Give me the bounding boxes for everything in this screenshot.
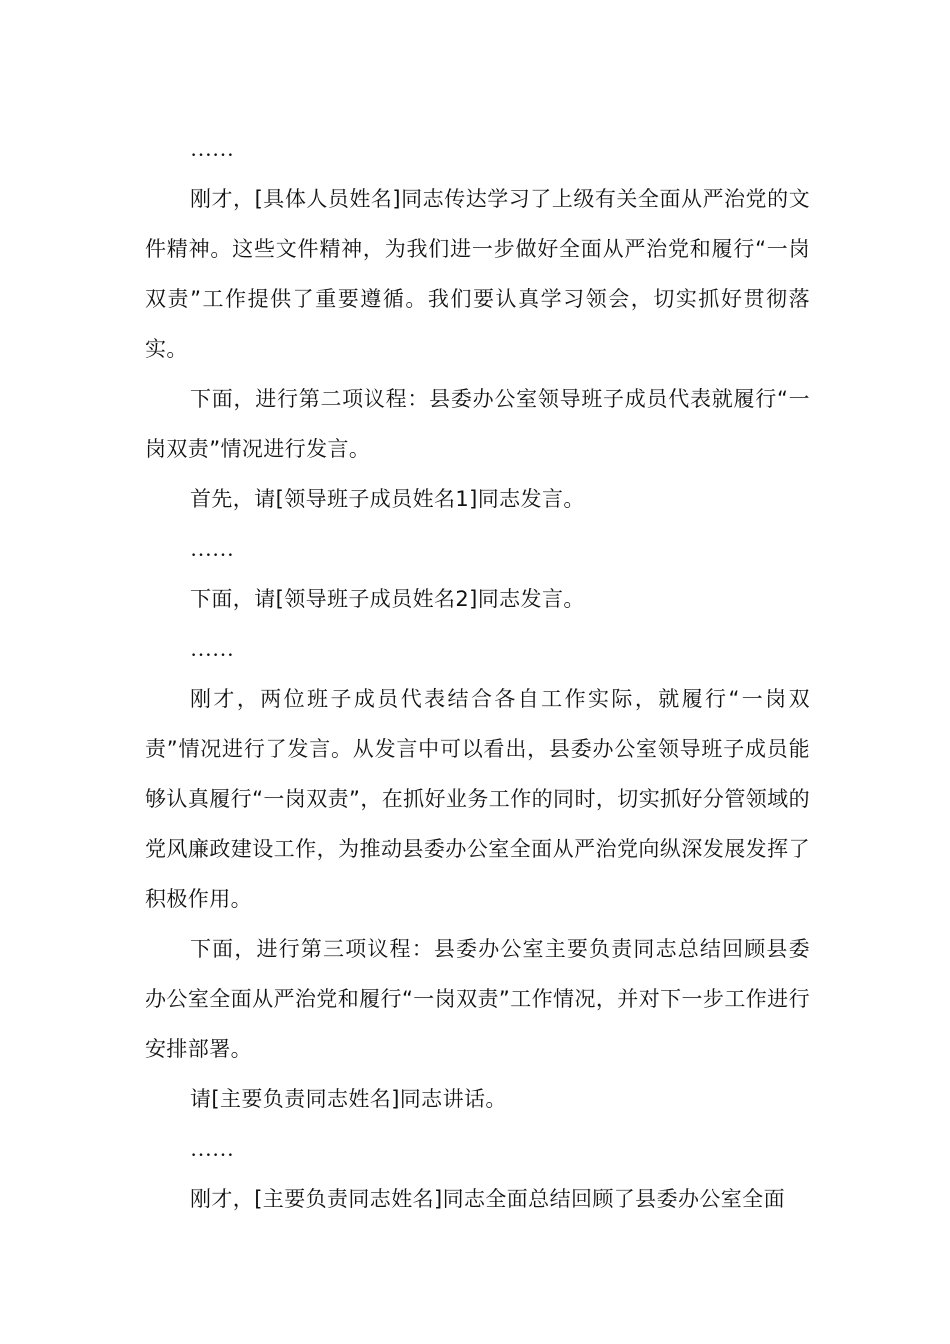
paragraph-closing-summary: 刚才，[主要负责同志姓名]同志全面总结回顾了县委办公室全面 <box>190 1187 785 1211</box>
paragraph-speaker-2: 下面，请[领导班子成员姓名2]同志发言。 <box>190 587 585 611</box>
ellipsis-4: …… <box>190 1136 234 1161</box>
paragraph-speaker-1: 首先，请[领导班子成员姓名1]同志发言。 <box>190 487 585 511</box>
ellipsis-2: …… <box>190 536 234 561</box>
paragraph-transmission-summary: 刚才，[具体人员姓名]同志传达学习了上级有关全面从严治党的文件精神。这些文件精神，为我们进一步做好全面从严治党和履行“一岗双责”工作提供了重要遵循。我们要认真学习领会，切实抓好贯彻落实。 <box>145 187 810 361</box>
ellipsis-1: …… <box>190 136 234 161</box>
paragraph-agenda-item-3: 下面，进行第三项议程：县委办公室主要负责同志总结回顾县委办公室全面从严治党和履行“一岗双责”工作情况，并对下一步工作进行安排部署。 <box>145 937 810 1061</box>
paragraph-agenda-item-2: 下面，进行第二项议程：县委办公室领导班子成员代表就履行“一岗双责”情况进行发言。 <box>145 387 810 461</box>
ellipsis-3: …… <box>190 636 234 661</box>
document-body <box>145 124 810 1224</box>
paragraph-main-speaker: 请[主要负责同志姓名]同志讲话。 <box>190 1087 507 1111</box>
paragraph-speeches-summary: 刚才，两位班子成员代表结合各自工作实际，就履行“一岗双责”情况进行了发言。从发言中可以看出，县委办公室领导班子成员能够认真履行“一岗双责”，在抓好业务工作的同时，切实抓好分管领域的党风廉政建设工作，为推动县委办公室全面从严治党向纵深发展发挥了积极作用。 <box>145 687 810 911</box>
